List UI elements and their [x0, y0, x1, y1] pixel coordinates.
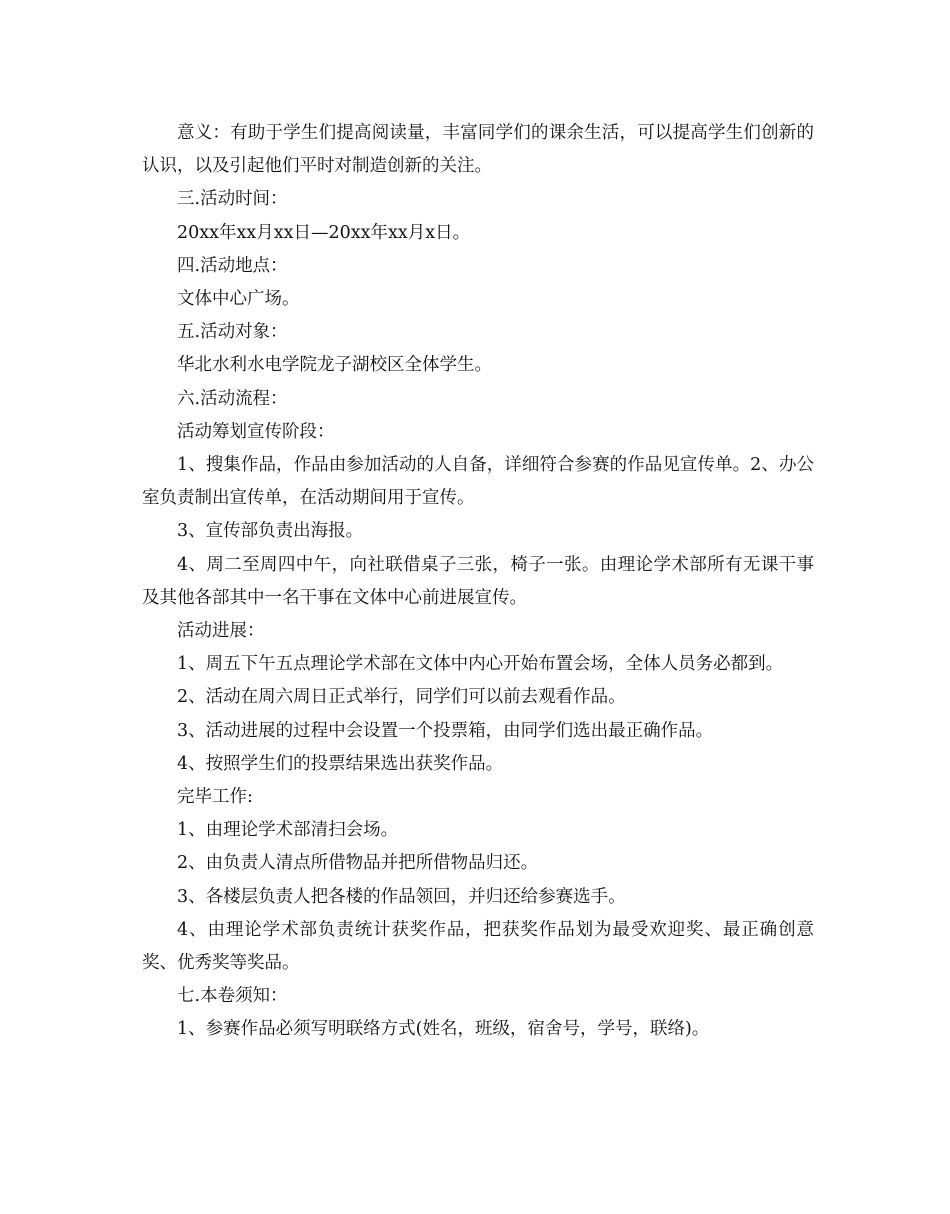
paragraph-significance: 意义：有助于学生们提高阅读量，丰富同学们的课余生活，可以提高学生们创新的认识，以及引起他们平时对制造创新的关注。	[142, 123, 814, 177]
list-item: 3、宣传部负责出海报。	[177, 521, 364, 542]
heading-notes: 七.本卷须知：	[177, 986, 288, 1007]
heading-activity-process: 六.活动流程：	[177, 388, 288, 409]
list-item: 2、活动在周六周日正式举行，同学们可以前去观看作品。	[177, 687, 626, 708]
paragraph-activity-location: 文体中心广场。	[177, 289, 300, 310]
subheading-planning-stage: 活动筹划宣传阶段：	[177, 421, 335, 442]
list-item: 4、由理论学术部负责统计获奖作品，把获奖作品划为最受欢迎奖、最正确创意奖、优秀奖等奖品。	[142, 919, 814, 974]
list-item: 2、由负责人清点所借物品并把所借物品归还。	[177, 853, 539, 874]
heading-activity-location: 四.活动地点：	[177, 255, 288, 276]
list-item: 1、周五下午五点理论学术部在文体中内心开始布置会场，全体人员务必都到。	[177, 654, 784, 675]
subheading-wrap-up: 完毕工作:	[177, 787, 253, 808]
heading-activity-time: 三.活动时间：	[177, 189, 288, 210]
list-item: 3、活动进展的过程中会设置一个投票箱，由同学们选出最正确作品。	[177, 720, 714, 741]
list-item: 4、按照学生们的投票结果选出获奖作品。	[177, 753, 504, 774]
subheading-activity-progress: 活动进展：	[177, 621, 265, 642]
paragraph-activity-target: 华北水利水电学院龙子湖校区全体学生。	[177, 355, 492, 376]
list-item: 1、参赛作品必须写明联络方式(姓名，班级，宿舍号，学号，联络)。	[177, 1019, 710, 1040]
paragraph-activity-time: 20xx年xx月xx日—20xx年xx月x日。	[177, 222, 471, 243]
list-item: 1、搜集作品，作品由参加活动的人自备，详细符合参赛的作品见宣传单。2、办公室负责制出宣传单，在活动期间用于宣传。	[142, 455, 814, 509]
heading-activity-target: 五.活动对象：	[177, 322, 288, 343]
list-item: 3、各楼层负责人把各楼的作品领回，并归还给参赛选手。	[177, 886, 626, 907]
document-body	[142, 117, 814, 1047]
list-item: 1、由理论学术部清扫会场。	[177, 820, 399, 841]
list-item: 4、周二至周四中午，向社联借桌子三张，椅子一张。由理论学术部所有无课干事及其他各部其中一名干事在文体中心前进展宣传。	[142, 554, 814, 608]
